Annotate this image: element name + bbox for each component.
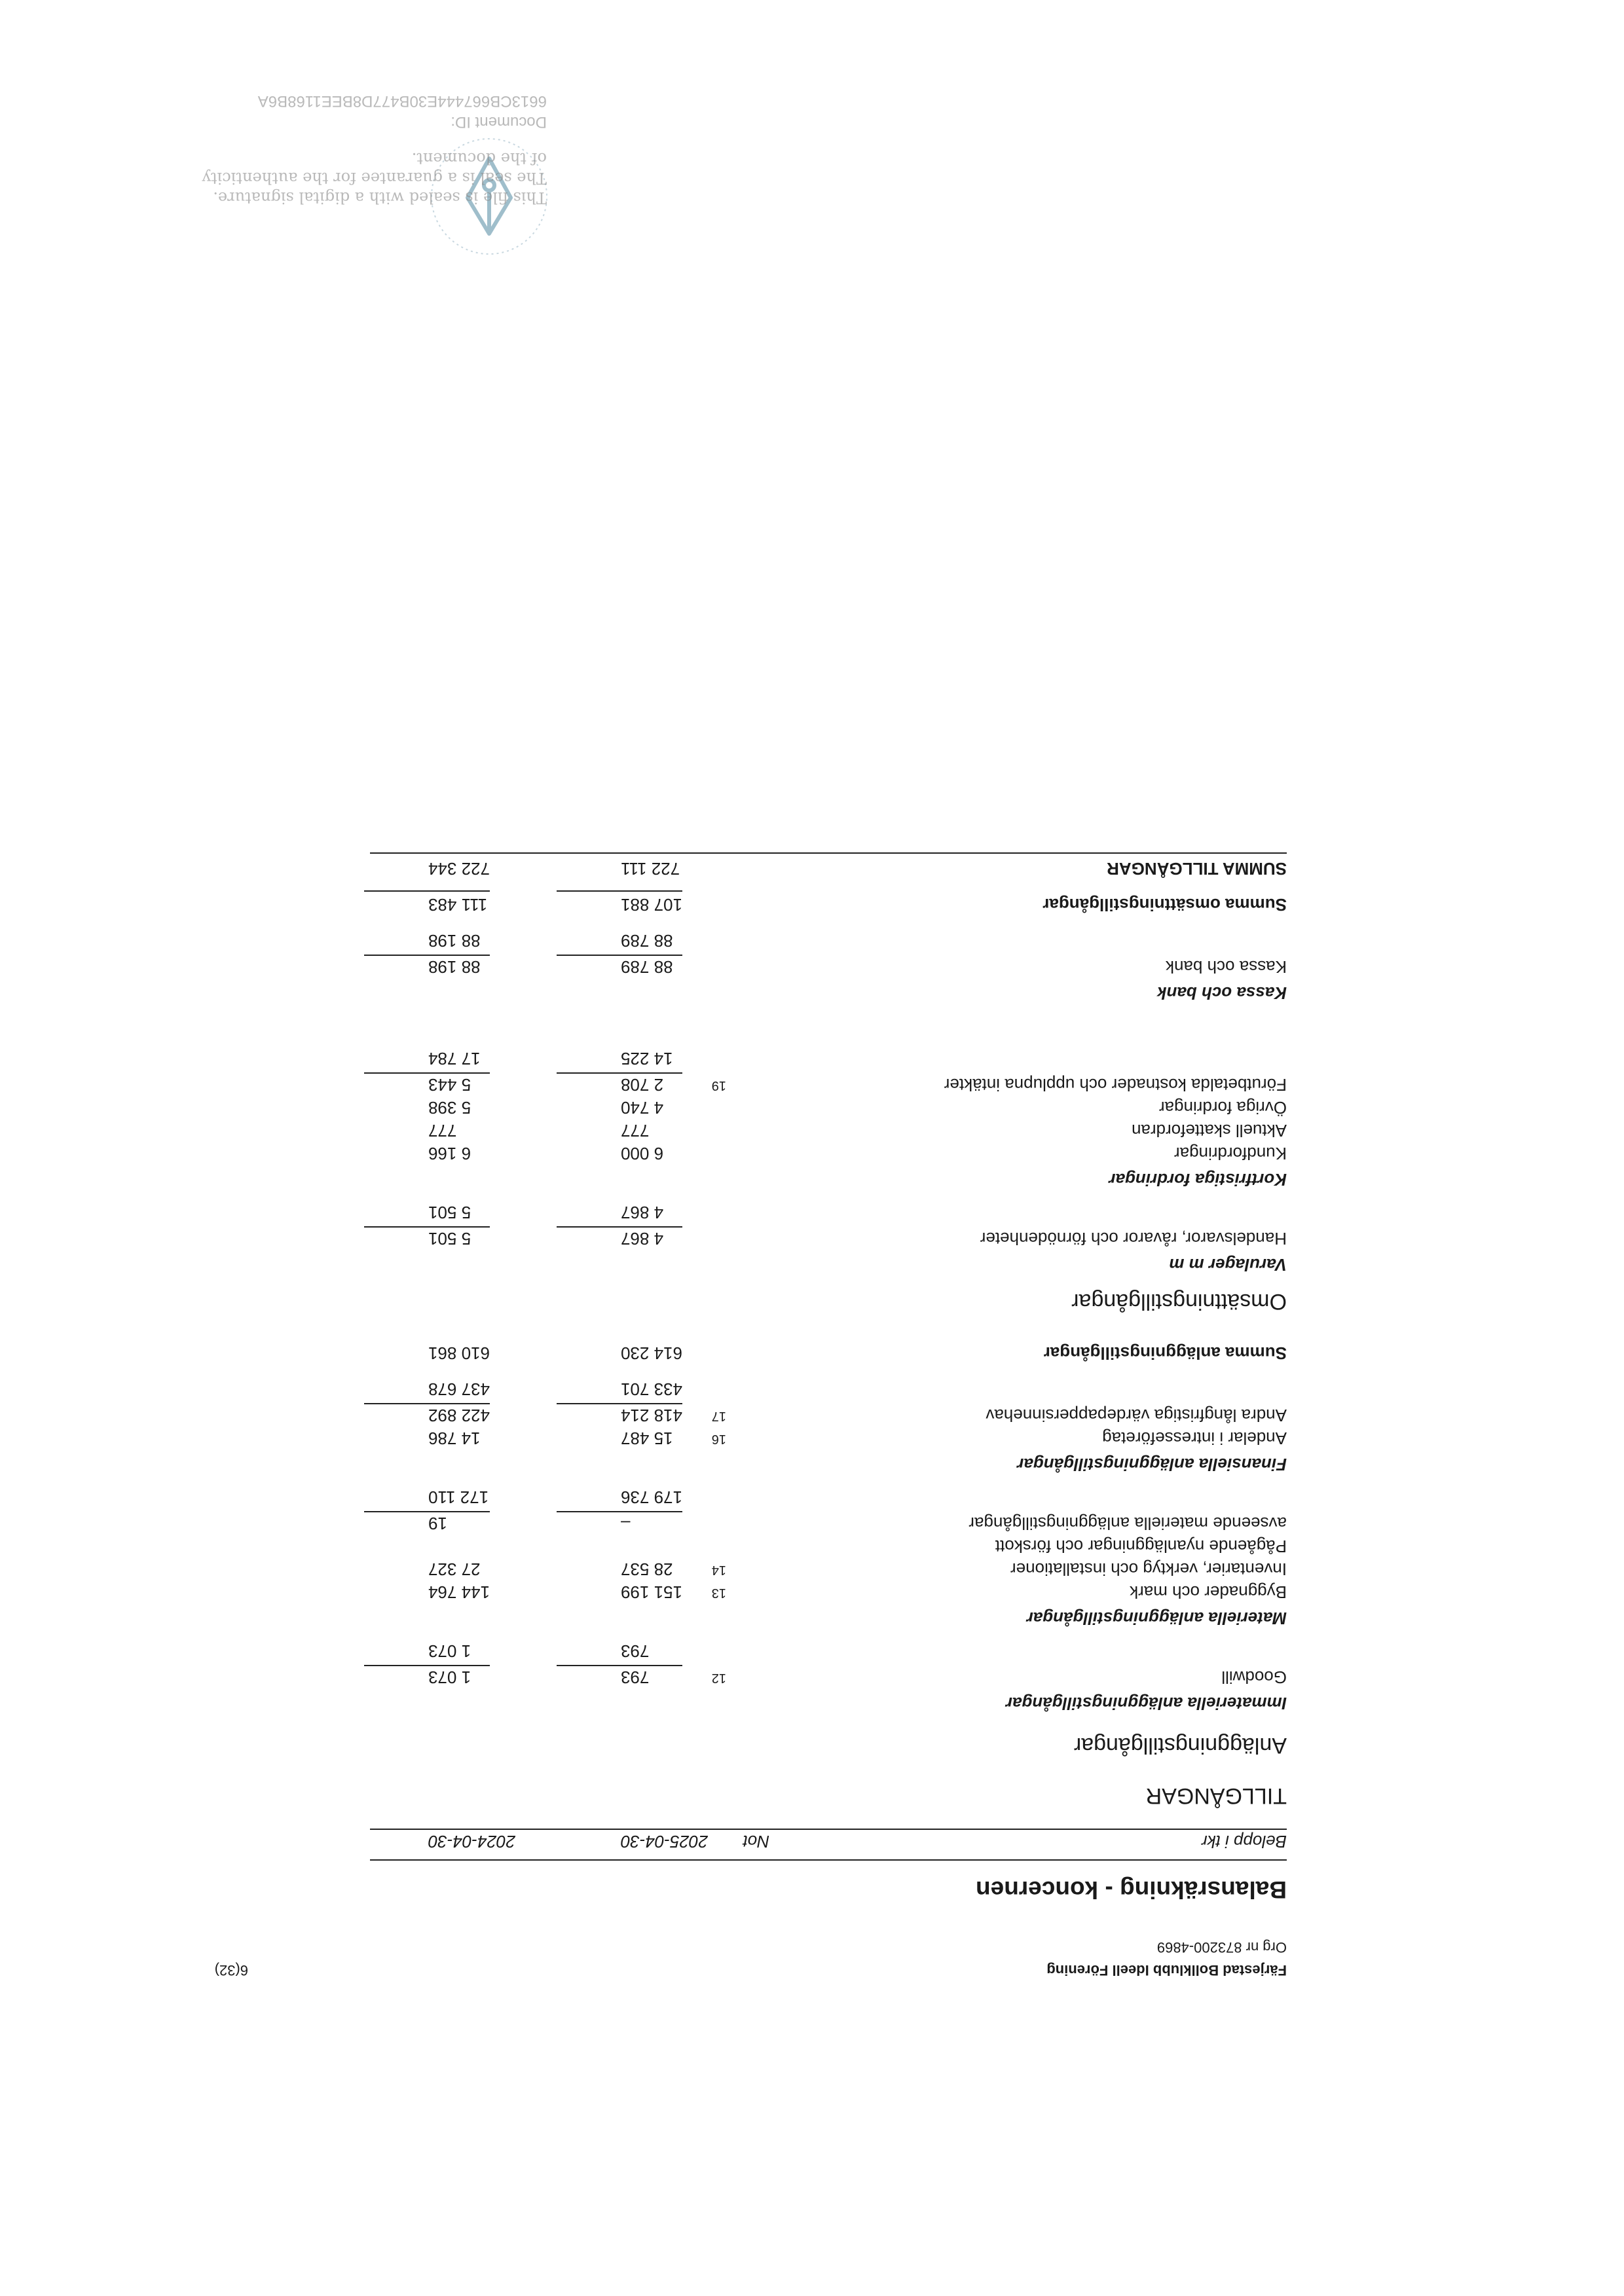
associates-2024: 14 786	[428, 1429, 481, 1448]
goodwill-label: Goodwill	[1221, 1667, 1287, 1687]
subtotal-rule	[557, 1665, 682, 1666]
buildings-note: 13	[711, 1586, 726, 1600]
securities-label: Andra långfristiga värdepappersinnehav	[986, 1406, 1287, 1425]
total-rule	[364, 890, 490, 892]
subtotal-rule	[364, 1403, 490, 1404]
goods-2025: 4 867	[621, 1229, 664, 1248]
subtotal-rule	[557, 1226, 682, 1228]
associates-2025: 15 487	[621, 1429, 673, 1448]
customers-2024: 6 166	[428, 1144, 471, 1163]
column-header-label: Belopp i tkr	[1201, 1832, 1287, 1851]
seal-text	[202, 149, 547, 208]
cash-sum-2024: 88 198	[428, 931, 481, 951]
seal-document-id	[258, 90, 547, 132]
customers-label: Kundfordringar	[1174, 1144, 1287, 1163]
subtotal-rule	[364, 1226, 490, 1228]
other-receivables-label: Övriga fordringar	[1158, 1098, 1287, 1118]
cash-label: Kassa och bank	[1165, 957, 1287, 977]
intangible-sum-2025: 793	[621, 1641, 650, 1661]
prepaid-2025: 2 708	[621, 1075, 664, 1095]
equipment-2024: 27 327	[428, 1559, 481, 1579]
receivables-heading: Kortfristiga fordringar	[1109, 1170, 1287, 1190]
construction-label-line2: avseende materiella anläggningstillgångar	[969, 1514, 1287, 1533]
prepaid-note: 19	[711, 1078, 726, 1093]
cash-sum-2025: 88 789	[621, 931, 673, 951]
financial-sum-2024: 437 678	[428, 1379, 490, 1399]
seal-line-1: This file is sealed with a digital signature.	[213, 189, 547, 207]
receivables-sum-2024: 17 784	[428, 1049, 481, 1068]
column-header-2024: 2024-04-30	[428, 1832, 515, 1851]
organization-number: Org nr 873200-4869	[1156, 1939, 1287, 1956]
cash-heading: Kassa och bank	[1157, 983, 1287, 1003]
cash-2024: 88 198	[428, 957, 481, 977]
associates-label: Andelar i intresseföretag	[1102, 1429, 1287, 1448]
securities-2025: 418 214	[621, 1406, 682, 1425]
tangible-heading: Materiella anläggningstillgångar	[1026, 1609, 1287, 1628]
tax-label: Aktuell skattefordran	[1131, 1121, 1287, 1140]
other-receivables-2024: 5 398	[428, 1098, 471, 1118]
prepaid-2024: 5 443	[428, 1075, 471, 1095]
current-assets-total-2024: 111 483	[428, 895, 488, 915]
associates-note: 16	[711, 1432, 726, 1446]
assets-total-label: SUMMA TILLGÅNGAR	[1107, 859, 1287, 879]
fixed-assets-total-label: Summa anläggningstillgångar	[1043, 1343, 1287, 1363]
financial-sum-2025: 433 701	[621, 1379, 682, 1399]
goods-2024: 5 501	[428, 1229, 471, 1248]
total-rule	[557, 890, 682, 892]
header-top-rule	[370, 1859, 1287, 1861]
securities-2024: 422 892	[428, 1406, 490, 1425]
tax-2024: 777	[428, 1121, 457, 1140]
intangible-heading: Immateriella anläggningstillgångar	[1005, 1694, 1287, 1713]
customers-2025: 6 000	[621, 1144, 664, 1163]
goodwill-2025: 793	[621, 1667, 650, 1687]
inventory-sum-2024: 5 501	[428, 1203, 471, 1222]
column-header-note: Not	[743, 1832, 769, 1851]
fixed-assets-total-2025: 614 230	[621, 1343, 682, 1363]
inventory-sum-2025: 4 867	[621, 1203, 664, 1222]
goodwill-2024: 1 073	[428, 1667, 471, 1687]
buildings-2024: 144 764	[428, 1582, 490, 1602]
equipment-label: Inventarier, verktyg och installationer	[1010, 1559, 1287, 1579]
tax-2025: 777	[621, 1121, 650, 1140]
financial-heading: Finansiella anläggningstillgångar	[1017, 1455, 1287, 1474]
current-assets-heading: Omsättningstillgångar	[1071, 1289, 1287, 1314]
equipment-note: 14	[711, 1563, 726, 1577]
other-receivables-2025: 4 740	[621, 1098, 664, 1118]
tangible-sum-2025: 179 736	[621, 1487, 682, 1507]
construction-2024: 19	[428, 1514, 447, 1533]
construction-2025: –	[621, 1514, 631, 1533]
inventory-heading: Varulager m m	[1169, 1255, 1287, 1275]
subtotal-rule	[364, 1665, 490, 1666]
prepaid-label: Förutbetalda kostnader och upplupna intäkter	[944, 1075, 1287, 1095]
subtotal-rule	[557, 1511, 682, 1512]
tangible-sum-2024: 172 110	[428, 1487, 489, 1507]
assets-total-rule	[370, 852, 1287, 854]
assets-total-2025: 722 111	[621, 859, 680, 879]
assets-heading: TILLGÅNGAR	[1145, 1783, 1287, 1808]
page-number: 6(32)	[214, 1962, 248, 1978]
buildings-label: Byggnader och mark	[1130, 1582, 1287, 1602]
subtotal-rule	[557, 955, 682, 956]
fixed-assets-total-2024: 610 861	[428, 1343, 490, 1363]
construction-label-line1: Pågående nyanläggningar och förskott	[995, 1537, 1287, 1556]
intangible-sum-2024: 1 073	[428, 1641, 471, 1661]
seal-line-2: The seal is a guarantee for the authenticity	[202, 169, 547, 187]
current-assets-total-2025: 107 881	[621, 895, 682, 915]
organization-name: Färjestad Bollklubb Ideell Förening	[1046, 1962, 1287, 1978]
fixed-assets-heading: Anläggningstillgångar	[1073, 1733, 1287, 1758]
assets-total-2024: 722 344	[428, 859, 490, 879]
column-header-2025: 2025-04-30	[621, 1832, 708, 1851]
goodwill-note: 12	[711, 1671, 726, 1685]
subtotal-rule	[364, 1072, 490, 1074]
equipment-2025: 28 537	[621, 1559, 673, 1579]
document-id-label: Document ID:	[451, 113, 547, 131]
document-id-value: 6613CB667444E30B477D8BEE1168B6A	[257, 92, 547, 110]
page-title: Balansräkning - koncernen	[976, 1876, 1287, 1903]
subtotal-rule	[557, 1072, 682, 1074]
receivables-sum-2025: 14 225	[621, 1049, 673, 1068]
subtotal-rule	[364, 1511, 490, 1512]
current-assets-total-label: Summa omsättningstillgångar	[1043, 895, 1287, 915]
subtotal-rule	[557, 1403, 682, 1404]
seal-line-3: of the document.	[411, 149, 547, 168]
cash-2025: 88 789	[621, 957, 673, 977]
subtotal-rule	[364, 955, 490, 956]
header-bottom-rule	[370, 1829, 1287, 1830]
buildings-2025: 151 199	[621, 1582, 682, 1602]
securities-note: 17	[711, 1409, 726, 1423]
goods-label: Handelsvaror, råvaror och förnödenheter	[980, 1229, 1287, 1248]
